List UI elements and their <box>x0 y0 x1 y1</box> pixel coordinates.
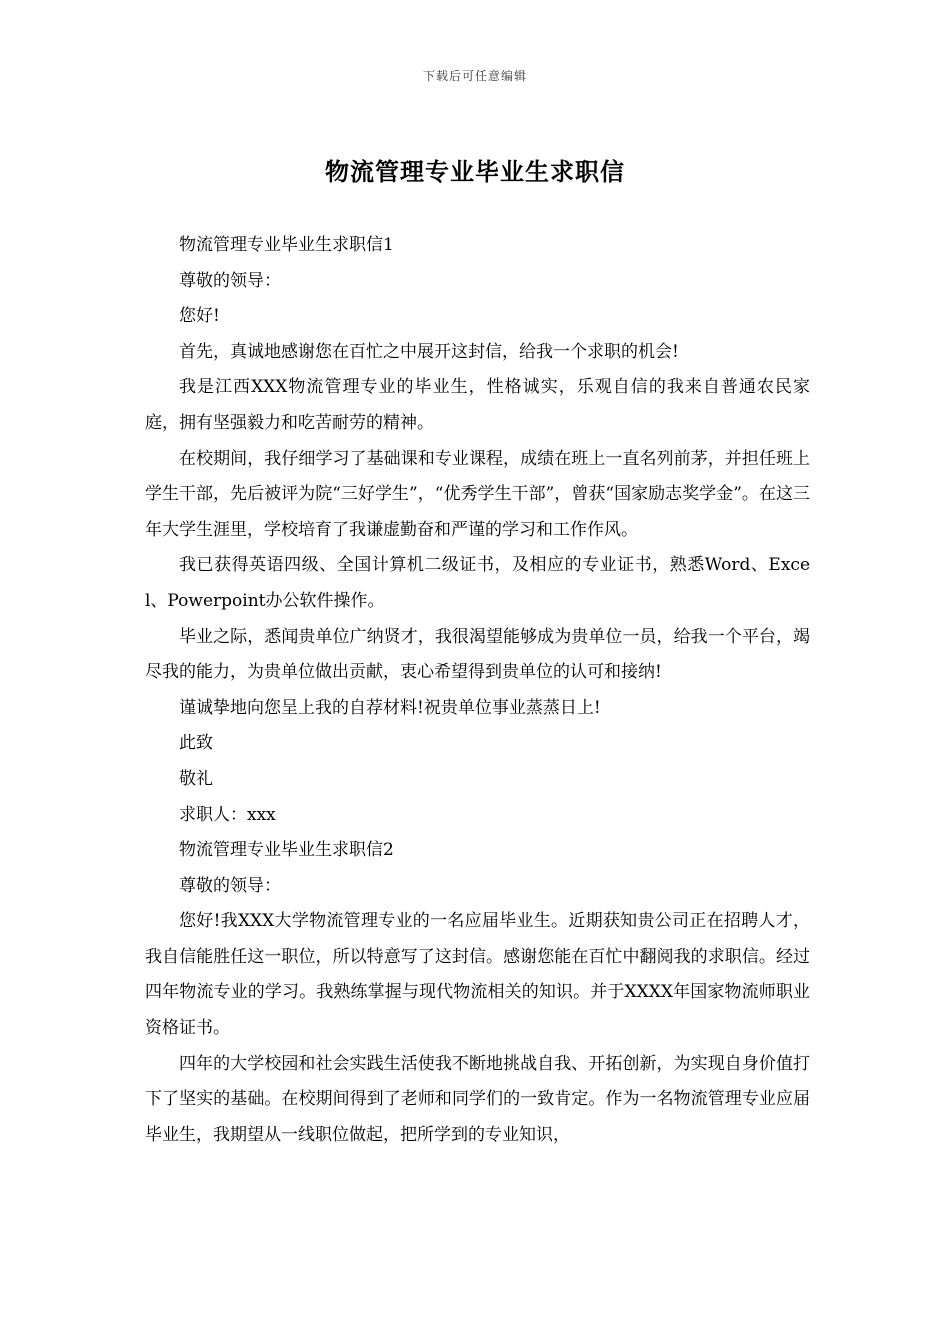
body-paragraph: 在校期间，我仔细学习了基础课和专业课程，成绩在班上一直名列前茅，并担任班上学生干部，先后被评为院“三好学生”，“优秀学生干部”，曾获“国家励志奖学金”。在这三年大学生涯里，学校培育了我谦虚勤奋和严谨的学习和工作作风。 <box>145 448 810 540</box>
letter-heading: 物流管理专业毕业生求职信2 <box>179 840 394 861</box>
body-paragraph: 首先，真诚地感谢您在百忙之中展开这封信，给我一个求职的机会! <box>179 341 679 362</box>
greeting: 您好! <box>179 306 220 327</box>
signature-line: 求职人：xxx <box>179 804 276 825</box>
body-paragraph: 您好!我XXX大学物流管理专业的一名应届毕业生。近期获知贵公司正在招聘人才，我自信能胜任这一职位，所以特意写了这封信。感谢您能在百忙中翻阅我的求职信。经过四年物流专业的学习。我熟练掌握与现代物流相关的知识。并于XXXX年国家物流师职业资格证书。 <box>145 911 810 1039</box>
body-paragraph: 谨诚挚地向您呈上我的自荐材料!祝贵单位事业蒸蒸日上! <box>179 697 601 718</box>
letter-heading: 物流管理专业毕业生求职信1 <box>179 235 394 255</box>
document-title: 物流管理专业毕业生求职信 <box>325 157 625 186</box>
body-paragraph: 我已获得英语四级、全国计算机二级证书，及相应的专业证书，熟悉Word、Excel、Powerpoint办公软件操作。 <box>145 555 810 611</box>
header-note: 下载后可任意编辑 <box>422 69 527 83</box>
closing-line: 此致 <box>179 733 213 754</box>
body-paragraph: 四年的大学校园和社会实践生活使我不断地挑战自我、开拓创新，为实现自身价值打下了坚实的基础。在校期间得到了老师和同学们的一致肯定。作为一名物流管理专业应届毕业生，我期望从一线职位做起，把所学到的专业知识， <box>145 1053 810 1145</box>
body-paragraph: 毕业之际，悉闻贵单位广纳贤才，我很渴望能够成为贵单位一员，给我一个平台，竭尽我的能力，为贵单位做出贡献，衷心希望得到贵单位的认可和接纳! <box>145 626 810 683</box>
closing-line: 敬礼 <box>179 768 213 789</box>
body-paragraph: 我是江西XXX物流管理专业的毕业生，性格诚实，乐观自信的我来自普通农民家庭，拥有坚强毅力和吃苦耐劳的精神。 <box>145 377 810 433</box>
salutation: 尊敬的领导： <box>179 875 281 896</box>
salutation: 尊敬的领导： <box>179 270 281 291</box>
document-body <box>145 228 810 1153</box>
